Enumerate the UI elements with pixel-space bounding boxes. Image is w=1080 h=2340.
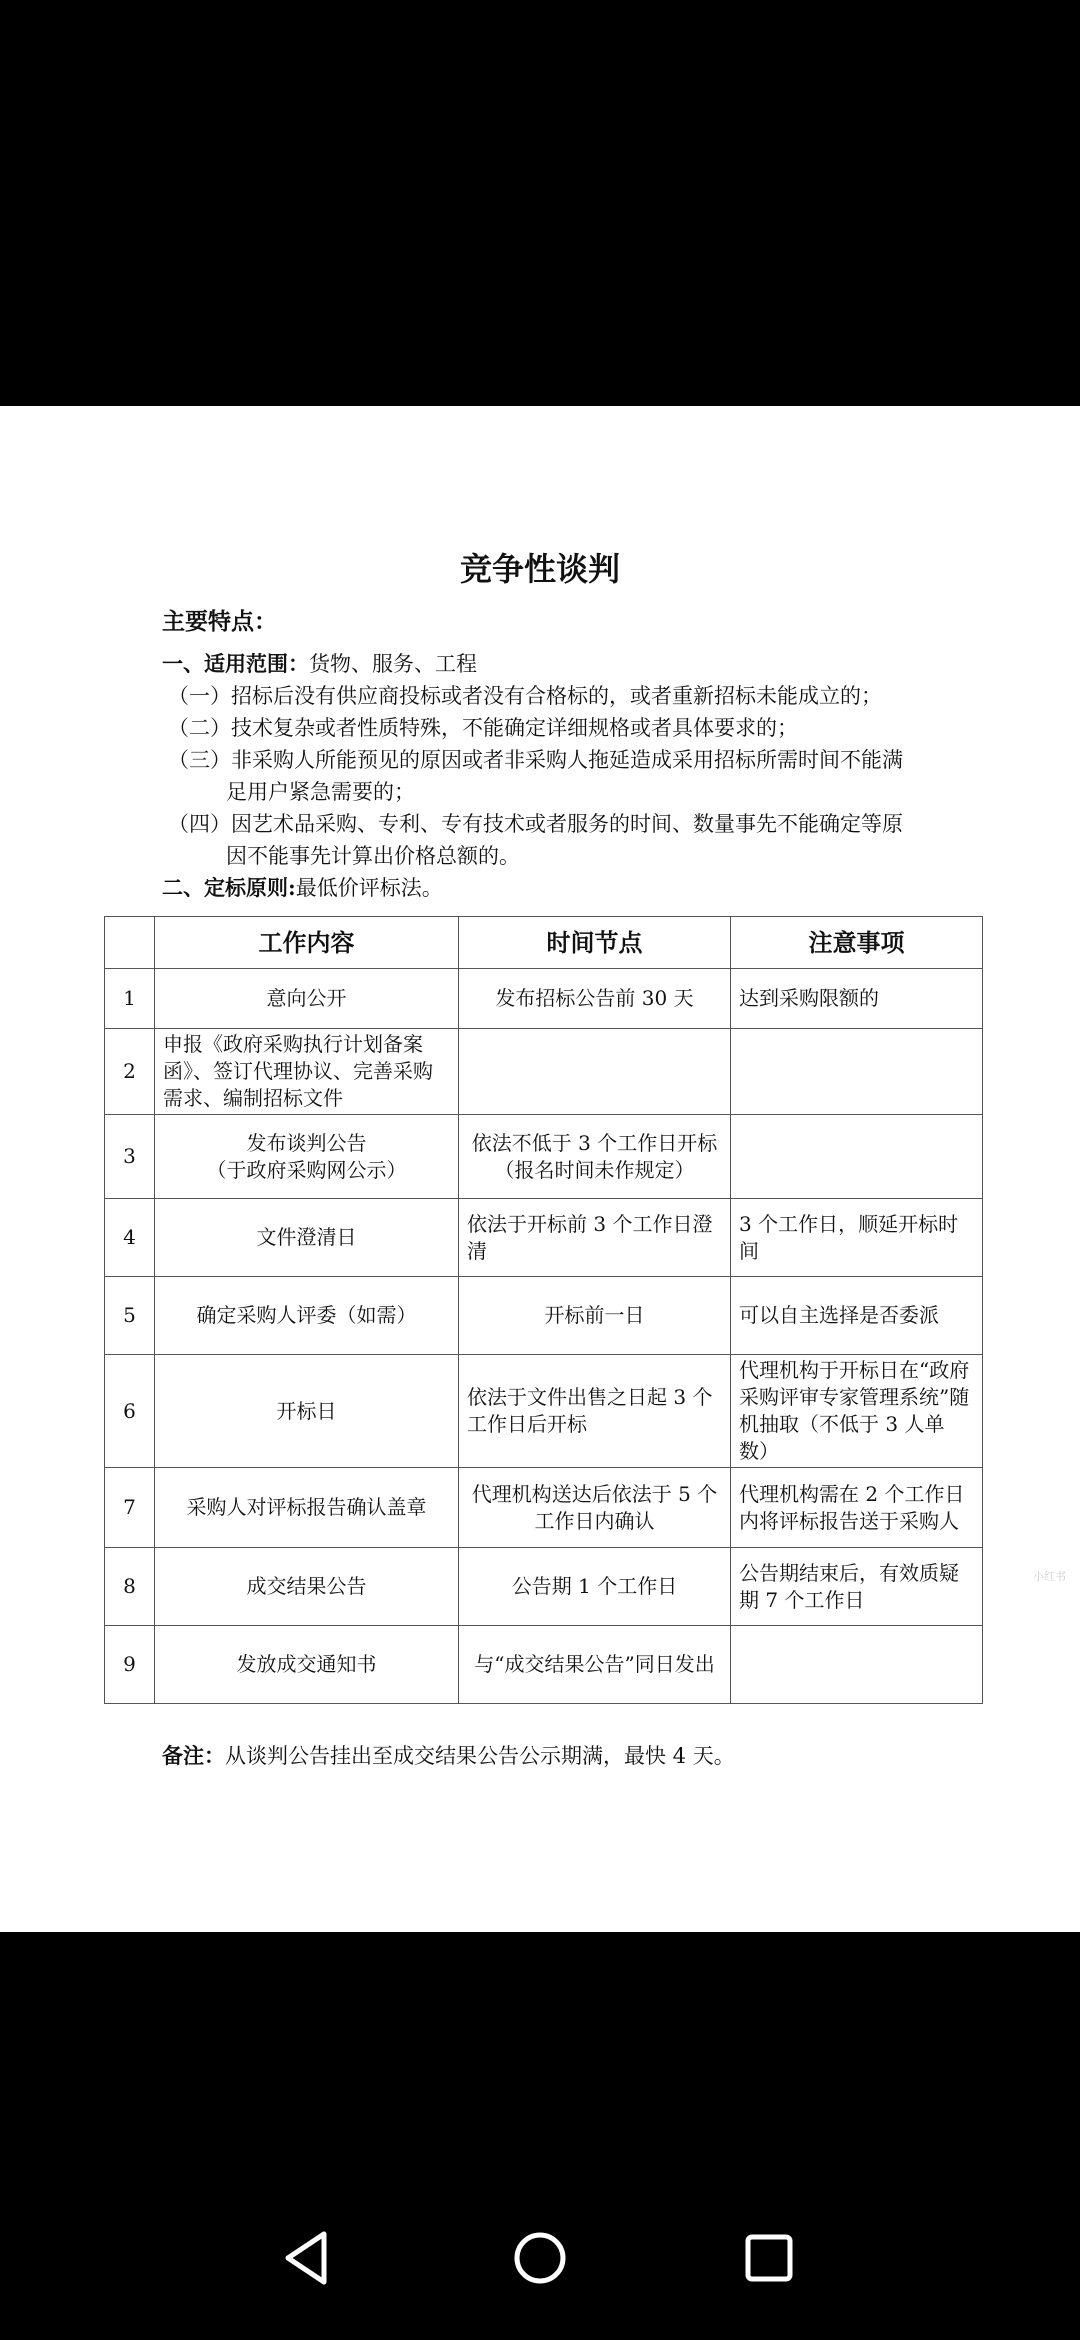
- remark-label: 备注：: [162, 1743, 225, 1768]
- row-no: 9: [105, 1626, 155, 1704]
- row-content: 开标日: [155, 1355, 459, 1468]
- scope-value: 货物、服务、工程: [309, 652, 477, 676]
- row-no: 2: [105, 1029, 155, 1115]
- table-row: [105, 1277, 983, 1355]
- row-no: 8: [105, 1548, 155, 1626]
- row-note: [731, 1626, 983, 1704]
- table-row: [105, 1548, 983, 1626]
- row-no: 4: [105, 1199, 155, 1277]
- scope-item-3: （三）非采购人所能预见的原因或者非采购人拖延造成采用招标所需时间不能满: [168, 748, 903, 772]
- row-no: 5: [105, 1277, 155, 1355]
- remark-value: 从谈判公告挂出至成交结果公告公示期满，最快 4 天。: [225, 1744, 735, 1768]
- row-time: 依法于文件出售之日起 3 个工作日后开标: [459, 1355, 731, 1468]
- row-time: 代理机构送达后依法于 5 个工作日内确认: [459, 1468, 731, 1548]
- header-time: 时间节点: [459, 917, 731, 969]
- row-time: 与“成交结果公告”同日发出: [459, 1626, 731, 1704]
- row-content: 申报《政府采购执行计划备案函》、签订代理协议、完善采购需求、编制招标文件: [155, 1029, 459, 1115]
- row-content: 成交结果公告: [155, 1548, 459, 1626]
- table-row: [105, 1468, 983, 1548]
- row-note: 达到采购限额的: [731, 969, 983, 1029]
- remark-line: [162, 1740, 735, 1770]
- row-time: 发布招标公告前 30 天: [459, 969, 731, 1029]
- row-no: 6: [105, 1355, 155, 1468]
- row-content: 发布谈判公告 （于政府采购网公示）: [155, 1115, 459, 1199]
- row-content: 发放成交通知书: [155, 1626, 459, 1704]
- row-content: 意向公开: [155, 969, 459, 1029]
- navigation-bar: [0, 2190, 1080, 2340]
- scope-label: 一、适用范围：: [162, 651, 309, 676]
- principle-value: 最低价评标法。: [295, 876, 443, 900]
- row-note: 代理机构需在 2 个工作日内将评标报告送于采购人: [731, 1468, 983, 1548]
- procedure-table: [104, 916, 983, 1704]
- scope-line: [162, 650, 477, 678]
- row-no: 7: [105, 1468, 155, 1548]
- row-note: 可以自主选择是否委派: [731, 1277, 983, 1355]
- row-note: 公告期结束后，有效质疑期 7 个工作日: [731, 1548, 983, 1626]
- row-note: [731, 1029, 983, 1115]
- row-time: 依法于开标前 3 个工作日澄清: [459, 1199, 731, 1277]
- row-time: [459, 1029, 731, 1115]
- table-row: [105, 1626, 983, 1704]
- principle-line: [162, 874, 443, 902]
- back-button[interactable]: [268, 2218, 348, 2298]
- table-row: [105, 1199, 983, 1277]
- row-content: 确定采购人评委（如需）: [155, 1277, 459, 1355]
- table-row: [105, 969, 983, 1029]
- scope-item-3-cont: 足用户紧急需要的；: [226, 780, 415, 804]
- row-time: 依法不低于 3 个工作日开标 （报名时间未作规定）: [459, 1115, 731, 1199]
- principle-label: 二、定标原则:: [162, 875, 296, 900]
- scope-item-2: （二）技术复杂或者性质特殊，不能确定详细规格或者具体要求的；: [168, 716, 798, 740]
- row-note: 3 个工作日，顺延开标时间: [731, 1199, 983, 1277]
- row-note: [731, 1115, 983, 1199]
- row-time: 开标前一日: [459, 1277, 731, 1355]
- row-no: 1: [105, 969, 155, 1029]
- features-heading: 主要特点：: [162, 608, 277, 635]
- table-row: [105, 1355, 983, 1468]
- back-triangle-icon: [268, 2218, 348, 2298]
- recent-apps-button[interactable]: [729, 2218, 809, 2298]
- home-button[interactable]: [500, 2218, 580, 2298]
- recent-square-icon: [729, 2218, 809, 2298]
- row-time: 公告期 1 个工作日: [459, 1548, 731, 1626]
- row-content: 采购人对评标报告确认盖章: [155, 1468, 459, 1548]
- document-title: 竞争性谈判: [459, 550, 620, 588]
- row-content: 文件澄清日: [155, 1199, 459, 1277]
- header-note: 注意事项: [731, 917, 983, 969]
- document-page: [0, 406, 1080, 1932]
- scope-item-4: （四）因艺术品采购、专利、专有技术或者服务的时间、数量事先不能确定等原: [168, 812, 903, 836]
- table-header-row: [105, 917, 983, 969]
- scope-item-1: （一）招标后没有供应商投标或者没有合格标的，或者重新招标未能成立的；: [168, 684, 882, 708]
- row-no: 3: [105, 1115, 155, 1199]
- table-row: [105, 1115, 983, 1199]
- watermark: 小红书: [1033, 1570, 1066, 1583]
- home-circle-icon: [500, 2218, 580, 2298]
- row-note: 代理机构于开标日在“政府采购评审专家管理系统”随机抽取（不低于 3 人单数）: [731, 1355, 983, 1468]
- scope-item-4-cont: 因不能事先计算出价格总额的。: [226, 844, 520, 868]
- header-no: [105, 917, 155, 969]
- header-content: 工作内容: [155, 917, 459, 969]
- table-row: [105, 1029, 983, 1115]
